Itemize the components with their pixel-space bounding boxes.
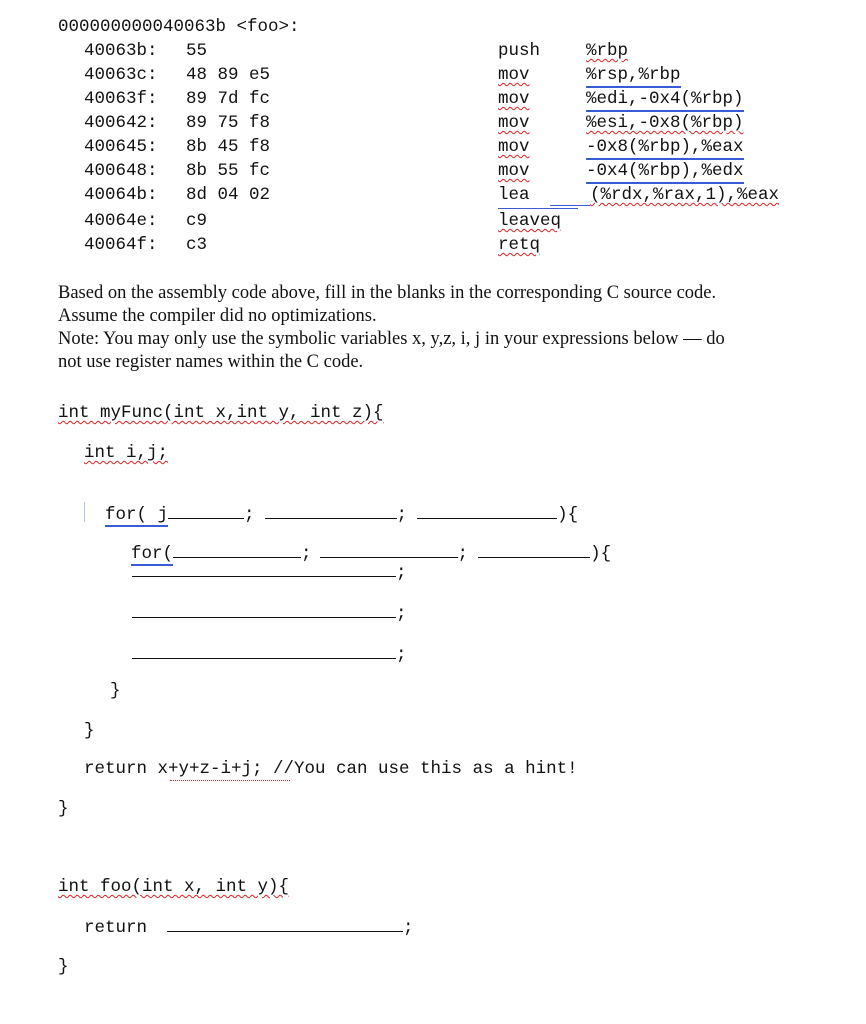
statement-line <box>132 642 407 666</box>
outer-for-init-blank[interactable] <box>168 502 244 519</box>
for-close-paren: ){ <box>590 544 612 564</box>
foo-signature: int foo(int x, int y){ <box>58 877 290 897</box>
asm-address: 400642: <box>84 113 158 133</box>
disassembly-header: 000000000040063b <foo>: <box>58 17 300 37</box>
semicolon: ; <box>403 918 414 938</box>
asm-bytes: 48 89 e5 <box>186 65 271 85</box>
asm-opcode: retq <box>498 235 541 255</box>
asm-operands: %rbp <box>586 41 629 61</box>
statement-blank[interactable] <box>132 642 396 659</box>
outer-for-keyword: for( j <box>105 505 169 525</box>
inner-for-cond-blank[interactable] <box>320 541 458 558</box>
asm-opcode: mov <box>498 89 530 109</box>
asm-bytes: 55 <box>186 41 208 61</box>
return-statement: return x+y+z-i+j; //You can use this as a hint! <box>84 759 578 779</box>
asm-opcode: mov <box>498 113 530 133</box>
semicolon: ; <box>396 604 407 624</box>
semicolon: ; <box>457 544 469 564</box>
asm-address: 400645: <box>84 137 158 157</box>
semicolon: ; <box>396 505 408 525</box>
statement-blank[interactable] <box>132 560 396 577</box>
asm-opcode: mov <box>498 161 530 181</box>
asm-bytes: 89 7d fc <box>186 89 271 109</box>
asm-bytes: c9 <box>186 211 208 231</box>
inner-for-close-brace: } <box>110 681 121 701</box>
return-keyword: return <box>84 918 148 938</box>
inner-for-init-blank[interactable] <box>173 541 301 558</box>
for-close-paren: ){ <box>557 505 579 525</box>
statement-line <box>132 601 407 625</box>
instruction-line: not use register names within the C code. <box>58 352 364 372</box>
semicolon: ; <box>244 505 255 525</box>
grammar-marker <box>550 205 590 206</box>
asm-address: 400648: <box>84 161 158 181</box>
inner-for-loop <box>110 519 611 565</box>
semicolon: ; <box>396 645 407 665</box>
instruction-line: Note: You may only use the symbolic variables x, y,z, i, j in your expressions below — do <box>58 329 725 349</box>
statement-blank[interactable] <box>132 601 396 618</box>
asm-operands: -0x8(%rbp),%eax <box>586 136 744 160</box>
outer-for-cond-blank[interactable] <box>265 502 397 519</box>
asm-address: 40063b: <box>84 41 158 61</box>
foo-close-brace: } <box>58 957 69 977</box>
asm-address: 40064b: <box>84 185 158 205</box>
asm-opcode: mov <box>498 137 530 157</box>
outer-for-update-blank[interactable] <box>417 502 557 519</box>
asm-address: 40064e: <box>84 211 158 231</box>
asm-address: 40063f: <box>84 89 158 109</box>
asm-opcode: mov <box>498 65 530 85</box>
asm-operands: -0x4(%rbp),%edx <box>586 160 744 184</box>
asm-operands: %esi,-0x8(%rbp) <box>586 113 744 133</box>
foo-return-line <box>84 915 414 939</box>
asm-address: 40064f: <box>84 235 158 255</box>
inner-for-update-blank[interactable] <box>478 541 590 558</box>
asm-opcode: leaveq <box>498 211 562 231</box>
asm-bytes: 8d 04 02 <box>186 185 271 205</box>
asm-bytes: 89 75 f8 <box>186 113 271 133</box>
asm-operands: %edi,-0x4(%rbp) <box>586 88 744 112</box>
myfunc-close-brace: } <box>58 799 69 819</box>
asm-address: 40063c: <box>84 65 158 85</box>
semicolon: ; <box>396 563 407 583</box>
grammar-marker <box>170 780 290 781</box>
asm-operands: %rsp,%rbp <box>586 64 681 88</box>
asm-bytes: 8b 45 f8 <box>186 137 271 157</box>
asm-bytes: c3 <box>186 235 208 255</box>
instruction-line: Assume the compiler did no optimizations. <box>58 306 377 326</box>
inner-for-keyword: for( <box>131 544 174 564</box>
myfunc-signature: int myFunc(int x,int y, int z){ <box>58 403 384 423</box>
grammar-marker <box>498 208 578 209</box>
asm-opcode: push <box>498 41 541 61</box>
outer-for-close-brace: } <box>84 721 95 741</box>
statement-line <box>132 560 407 584</box>
instruction-line: Based on the assembly code above, fill in the blanks in the corresponding C source code. <box>58 283 717 303</box>
asm-bytes: 8b 55 fc <box>186 161 271 181</box>
semicolon: ; <box>301 544 312 564</box>
asm-opcode: lea <box>498 185 530 205</box>
asm-operands: (%rdx,%rax,1),%eax <box>590 185 780 205</box>
foo-return-blank[interactable] <box>167 915 403 932</box>
local-declaration: int i,j; <box>84 443 169 463</box>
